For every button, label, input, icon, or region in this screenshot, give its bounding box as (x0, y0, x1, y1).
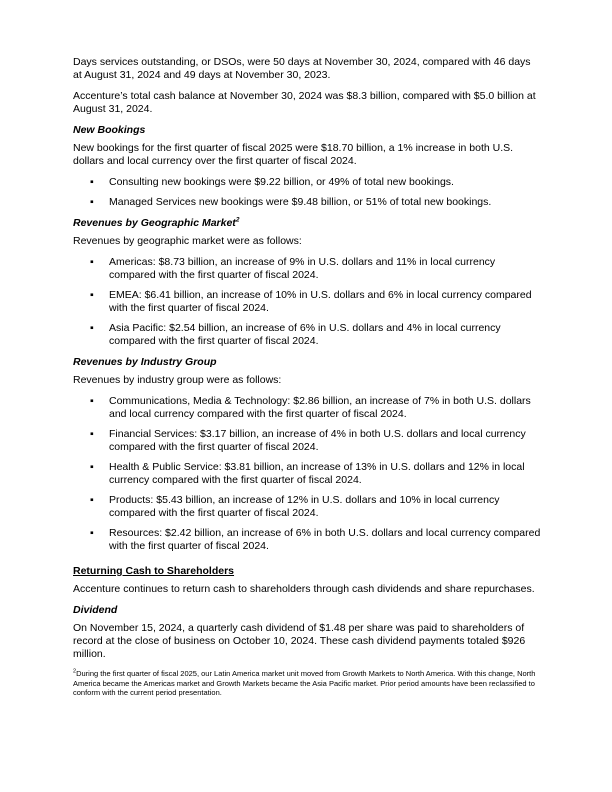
bullet-icon: ▪ (90, 428, 94, 440)
industry-list (73, 395, 541, 553)
bullet-icon: ▪ (90, 322, 94, 334)
list-item: ▪ Products: $5.43 billion, an increase of 12% in U.S. dollars and 10% in local currency compared with the first quarter of fiscal 2024. (90, 494, 500, 519)
new-bookings-intro: New bookings for the first quarter of fiscal 2025 were $18.70 billion, a 1% increase in both U.S. dollars and local currency over the first quarter of fiscal 2024. (73, 142, 514, 167)
list-item: ▪ Americas: $8.73 billion, an increase of 9% in U.S. dollars and 11% in local currency compared with the first quarter of fiscal 2024. (90, 256, 496, 281)
list-item: ▪ Resources: $2.42 billion, an increase of 6% in both U.S. dollars and local currency compared with the first quarter of fiscal 2024. (90, 527, 541, 552)
bullet-icon: ▪ (90, 256, 94, 268)
geographic-list (73, 256, 541, 348)
new-bookings-list (73, 176, 541, 209)
geographic-heading: Revenues by Geographic Market$^2$ (73, 216, 240, 229)
list-item: ▪ EMEA: $6.41 billion, an increase of 10% in U.S. dollars and 6% in local currency compared with the first quarter of fiscal 2024. (90, 289, 532, 314)
returning-cash-heading: Returning Cash to Shareholders (73, 565, 235, 577)
dividend-heading: Dividend (73, 604, 118, 616)
bullet-icon: ▪ (90, 289, 94, 301)
industry-heading: Revenues by Industry Group (73, 356, 217, 368)
industry-intro: Revenues by industry group were as follows: (73, 374, 282, 386)
bullet-icon: ▪ (90, 494, 94, 506)
bullet-icon: ▪ (90, 395, 94, 407)
bullet-icon: ▪ (90, 176, 94, 188)
list-item: ▪ Communications, Media & Technology: $2.86 billion, an increase of 7% in both U.S. dollars and local currency compared with the first quarter of fiscal 2024. (90, 395, 531, 420)
bullet-icon: ▪ (90, 461, 94, 473)
dividend-text: On November 15, 2024, a quarterly cash dividend of $1.48 per share was paid to shareholders of record at the close of business on October 10, 2024. These cash dividend payments totaled $926 million. (73, 622, 526, 660)
footnote-marker: 2 (73, 668, 77, 675)
geographic-intro: Revenues by geographic market were as follows: (73, 235, 302, 247)
document-page (73, 56, 541, 698)
bullet-icon: ▪ (90, 196, 94, 208)
footnote-ref: 2 (235, 216, 240, 224)
list-item: ▪ Financial Services: $3.17 billion, an increase of 4% in both U.S. dollars and local currency compared with the first quarter of fiscal 2024. (90, 428, 526, 453)
bullet-icon: ▪ (90, 527, 94, 539)
cash-balance-paragraph: Accenture’s total cash balance at November 30, 2024 was $8.3 billion, compared with $5.0 billion at August 31, 2024. (73, 90, 536, 115)
list-item: ▪ Consulting new bookings were $9.22 billion, or 49% of total new bookings. (90, 176, 454, 188)
new-bookings-heading: New Bookings (73, 124, 146, 136)
returning-cash-text: Accenture continues to return cash to shareholders through cash dividends and share repurchases. (73, 583, 535, 595)
footnote: $^2$During the first quarter of fiscal 2025, our Latin America market unit moved from Growth Markets to North America. With this change, North America became the Americas market and Growth Markets became the Asia Pacific market. Prior period amounts have been reclassified to conform with the current period presentation. (73, 668, 536, 697)
list-item: ▪ Asia Pacific: $2.54 billion, an increase of 6% in U.S. dollars and 4% in local currency compared with the first quarter of fiscal 2024. (90, 322, 501, 347)
list-item: ▪ Managed Services new bookings were $9.48 billion, or 51% of total new bookings. (90, 196, 492, 208)
dso-paragraph: Days services outstanding, or DSOs, were 50 days at November 30, 2024, compared with 46 days at August 31, 2024 and 49 days at November 30, 2023. (73, 56, 531, 81)
list-item: ▪ Health & Public Service: $3.81 billion, an increase of 13% in U.S. dollars and 12% in local currency compared with the first quarter of fiscal 2024. (90, 461, 525, 486)
